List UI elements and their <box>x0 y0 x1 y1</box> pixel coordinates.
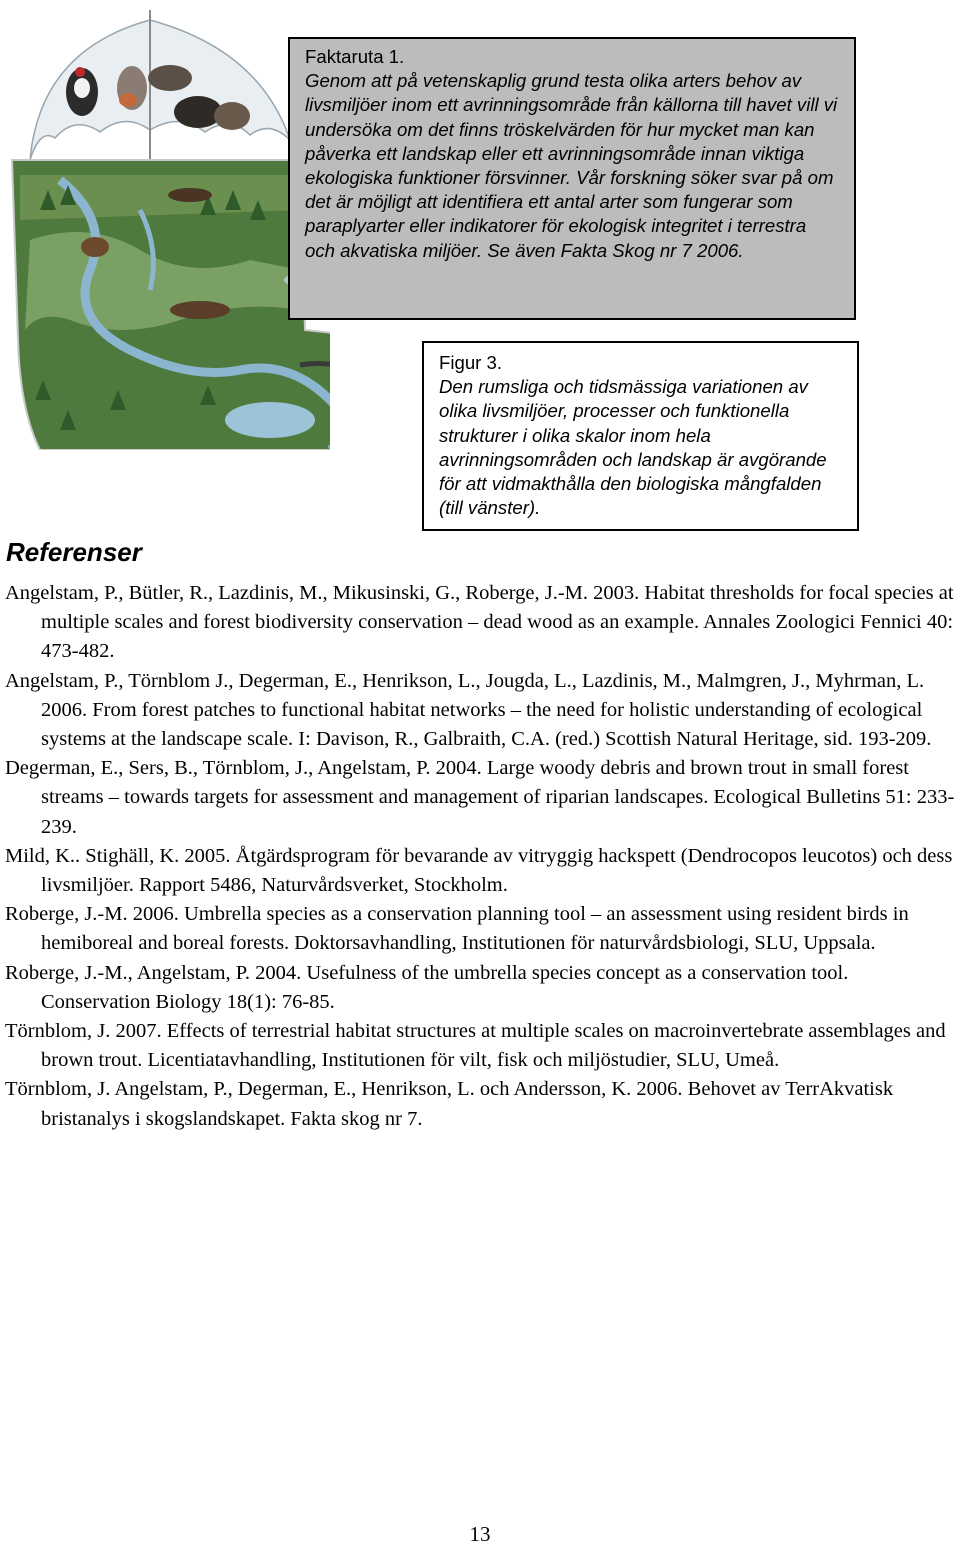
reference-item: Mild, K.. Stighäll, K. 2005. Åtgärdsprogram för bevarande av vitryggig hackspett (Dendrocopos leucotos) och dess livsmiljöer. Rapport 5486, Naturvårdsverket, Stockholm. <box>5 844 953 897</box>
references-list <box>5 579 957 1134</box>
mammal-icon <box>168 188 212 202</box>
reference-item: Roberge, J.-M. 2006. Umbrella species as a conservation planning tool – an assessment using resident birds in hemiboreal and boreal forests. Doktorsavhandling, Institutionen för naturvårdsbiologi, SLU, Uppsala. <box>5 903 909 955</box>
beaver-icon <box>81 237 109 257</box>
page-number: 13 <box>469 1522 491 1546</box>
flying-bird-icon <box>148 65 192 91</box>
reference-item: Angelstam, P., Törnblom J., Degerman, E., Henrikson, L., Jougda, L., Lazdinis, M., Malmgren, J., Myhrman, L. 2006. From forest patches to functional habitat networks – the need for holistic understanding of ecological systems at the landscape scale. I: Davison, R., Galbraith, C.A. (red.) Scottish Natural Heritage, sid. 193-209. <box>5 669 932 751</box>
fact-box <box>288 37 856 320</box>
figure-caption-body: Den rumsliga och tidsmässiga variationen av olika livsmiljöer, processer och funktionella strukturer i olika skalor inom hela avrinningsområden och landskap är avgörande för att vidmakthålla den biologiska mångfalden (till vänster). <box>439 376 827 519</box>
references-heading: Referenser <box>6 537 142 567</box>
reference-item: Törnblom, J. 2007. Effects of terrestrial habitat structures at multiple scales on macroinvertebrate assemblages and brown trout. Licentiatavhandling, Institutionen för vilt, fisk och miljöstudier, SLU, Umeå. <box>5 1020 946 1072</box>
grouse-icon <box>214 102 250 130</box>
fact-box-body: Genom att på vetenskaplig grund testa olika arters behov av livsmiljöer inom ett avrinningsområde från källorna till havet vill vi undersöka om det finns tröskelvärden för hur mycket man kan påverka ett landskap eller ett avrinningsområde innan viktiga ekologiska funktioner försvinner. Vår forskning söker svar på om det är möjligt att identifiera ett antal arter som fungerar som paraplyarter eller indikatorer för ekologisk integritet i terrestra och akvatiska miljöer. Se även Fakta Skog nr 7 2006. <box>305 70 838 261</box>
reference-item: Angelstam, P., Bütler, R., Lazdinis, M., Mikusinski, G., Roberge, J.-M. 2003. Habitat thresholds for focal species at multiple scales and forest biodiversity conservation – dead wood as an example. Annales Zoologici Fennici 40: 473-482. <box>5 582 954 663</box>
reference-item: Roberge, J.-M., Angelstam, P. 2004. Usefulness of the umbrella species concept as a conservation tool. Conservation Biology 18(1): 76-85. <box>5 961 849 1013</box>
figure-caption-title: Figur 3. <box>439 352 503 373</box>
umbrella-boot-landscape-illustration <box>0 10 330 450</box>
lake <box>225 402 315 438</box>
reference-item: Degerman, E., Sers, B., Törnblom, J., Angelstam, P. 2004. Large woody debris and brown trout in small forest streams – towards targets for assessment and management of riparian landscapes. Ecological Bulletins 51: 233-239. <box>5 757 955 838</box>
reference-item: Törnblom, J. Angelstam, P., Degerman, E., Henrikson, L. och Andersson, K. 2006. Behovet av TerrAkvatisk bristanalys i skogslandskapet. Fakta skog nr 7. <box>5 1078 894 1130</box>
figure-caption-box <box>422 341 859 531</box>
otter-icon <box>170 301 230 319</box>
fact-box-title: Faktaruta 1. <box>305 46 405 67</box>
